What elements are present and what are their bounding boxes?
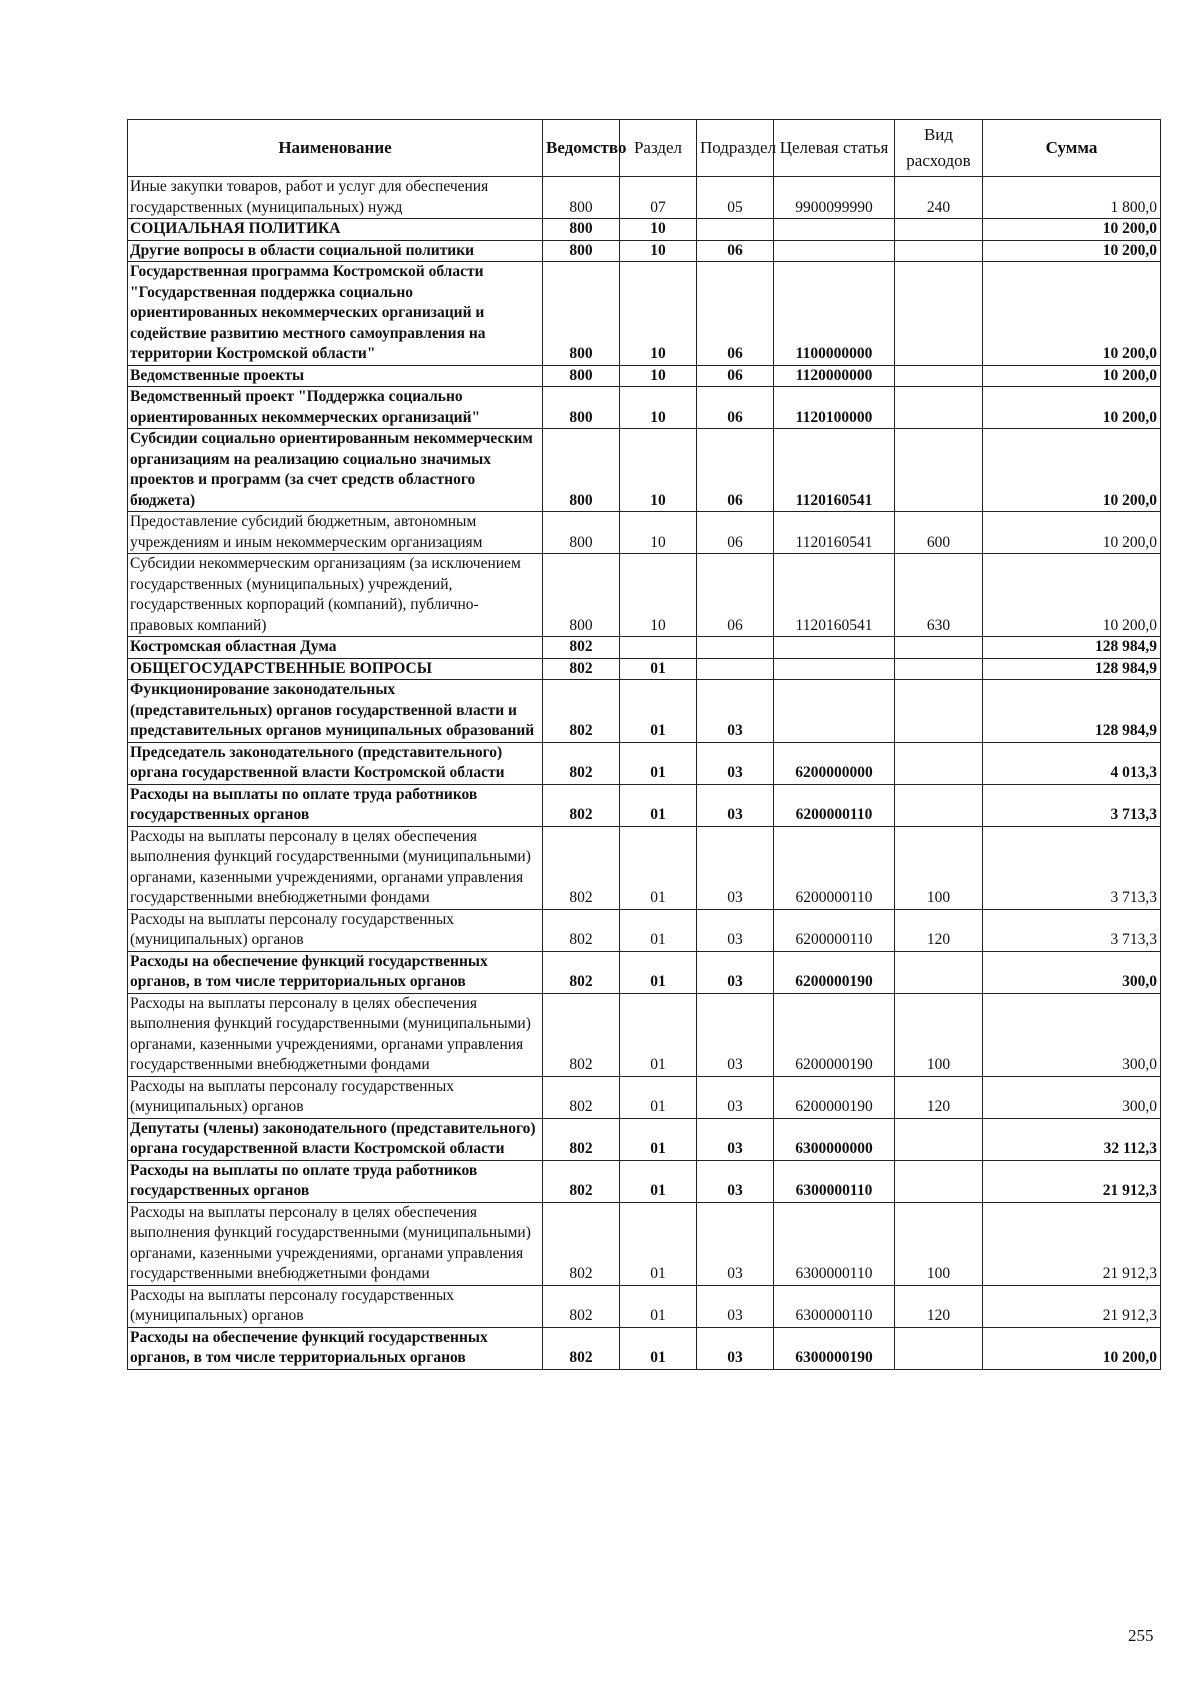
- row-vid: 120: [895, 1076, 983, 1118]
- table-row: [128, 1285, 1161, 1327]
- table-row: [128, 262, 1161, 366]
- row-name: Иные закупки товаров, работ и услуг для обеспечения государственных (муниципальных) нужд: [128, 177, 543, 219]
- row-statya: [774, 219, 895, 241]
- table-row: [128, 240, 1161, 262]
- row-name: Расходы на выплаты персоналу в целях обеспечения выполнения функций государственными (муниципальными) органами, казенными учреждениями, органами управления государственными внебюджетными фондами: [128, 1202, 543, 1285]
- row-statya: 1120100000: [774, 387, 895, 429]
- row-statya: 6300000110: [774, 1202, 895, 1285]
- row-podrazdel: 06: [697, 387, 774, 429]
- row-vedomstvo: 800: [543, 219, 620, 241]
- row-razdel: 01: [620, 826, 697, 909]
- row-vedomstvo: 802: [543, 951, 620, 993]
- row-vedomstvo: 802: [543, 826, 620, 909]
- row-statya: 6200000000: [774, 742, 895, 784]
- row-podrazdel: 06: [697, 240, 774, 262]
- header-statya: Целевая статья: [774, 120, 895, 177]
- row-vedomstvo: 800: [543, 177, 620, 219]
- row-statya: [774, 637, 895, 659]
- table-row: [128, 637, 1161, 659]
- table-row: [128, 429, 1161, 512]
- row-vid: [895, 262, 983, 366]
- row-name: Расходы на обеспечение функций государственных органов, в том числе территориальных органов: [128, 951, 543, 993]
- row-summa: 300,0: [983, 993, 1161, 1076]
- row-vid: [895, 1160, 983, 1202]
- table-row: [128, 219, 1161, 241]
- row-podrazdel: 03: [697, 1327, 774, 1369]
- row-statya: 6200000190: [774, 993, 895, 1076]
- row-summa: 21 912,3: [983, 1285, 1161, 1327]
- row-statya: 6300000110: [774, 1160, 895, 1202]
- row-statya: 6200000110: [774, 826, 895, 909]
- row-vedomstvo: 800: [543, 262, 620, 366]
- row-summa: 21 912,3: [983, 1202, 1161, 1285]
- row-razdel: 10: [620, 240, 697, 262]
- row-razdel: 10: [620, 262, 697, 366]
- row-name: Расходы на выплаты по оплате труда работников государственных органов: [128, 784, 543, 826]
- row-vid: [895, 658, 983, 680]
- row-podrazdel: 03: [697, 826, 774, 909]
- table-row: [128, 742, 1161, 784]
- row-name: Ведомственные проекты: [128, 365, 543, 387]
- row-razdel: [620, 637, 697, 659]
- row-podrazdel: 03: [697, 680, 774, 743]
- row-vedomstvo: 802: [543, 909, 620, 951]
- table-row: [128, 993, 1161, 1076]
- row-podrazdel: 03: [697, 1160, 774, 1202]
- row-vedomstvo: 802: [543, 1327, 620, 1369]
- header-razdel: Раздел: [620, 120, 697, 177]
- row-vid: [895, 1327, 983, 1369]
- row-razdel: 01: [620, 1118, 697, 1160]
- table-row: [128, 909, 1161, 951]
- row-name: Другие вопросы в области социальной политики: [128, 240, 543, 262]
- row-vedomstvo: 802: [543, 742, 620, 784]
- table-row: [128, 658, 1161, 680]
- row-podrazdel: 05: [697, 177, 774, 219]
- table-row: [128, 826, 1161, 909]
- row-summa: 21 912,3: [983, 1160, 1161, 1202]
- row-statya: 1120160541: [774, 429, 895, 512]
- row-name: Субсидии социально ориентированным некоммерческим организациям на реализацию социально значимых проектов и программ (за счет средств областного бюджета): [128, 429, 543, 512]
- row-podrazdel: 03: [697, 1118, 774, 1160]
- header-vedomstvo: Ведомство: [543, 120, 620, 177]
- row-statya: 6300000000: [774, 1118, 895, 1160]
- row-vid: [895, 784, 983, 826]
- row-razdel: 01: [620, 951, 697, 993]
- row-statya: 1120000000: [774, 365, 895, 387]
- row-razdel: 01: [620, 680, 697, 743]
- row-razdel: 10: [620, 512, 697, 554]
- row-vedomstvo: 800: [543, 365, 620, 387]
- table-row: [128, 387, 1161, 429]
- row-podrazdel: 03: [697, 1285, 774, 1327]
- row-vid: [895, 429, 983, 512]
- row-name: Расходы на выплаты персоналу в целях обеспечения выполнения функций государственными (муниципальными) органами, казенными учреждениями, органами управления государственными внебюджетными фондами: [128, 826, 543, 909]
- row-vid: [895, 742, 983, 784]
- row-statya: 6200000110: [774, 909, 895, 951]
- table-row: [128, 554, 1161, 637]
- row-vid: [895, 951, 983, 993]
- row-vedomstvo: 800: [543, 240, 620, 262]
- row-summa: 10 200,0: [983, 262, 1161, 366]
- row-summa: 10 200,0: [983, 429, 1161, 512]
- row-summa: 3 713,3: [983, 826, 1161, 909]
- row-razdel: 01: [620, 1202, 697, 1285]
- row-podrazdel: [697, 637, 774, 659]
- row-vedomstvo: 800: [543, 554, 620, 637]
- row-podrazdel: 03: [697, 742, 774, 784]
- row-name: Расходы на выплаты персоналу государственных (муниципальных) органов: [128, 909, 543, 951]
- row-razdel: 01: [620, 1285, 697, 1327]
- row-statya: 1100000000: [774, 262, 895, 366]
- row-vid: 100: [895, 993, 983, 1076]
- header-name: Наименование: [128, 120, 543, 177]
- table-row: [128, 784, 1161, 826]
- row-podrazdel: 06: [697, 512, 774, 554]
- row-razdel: 10: [620, 429, 697, 512]
- row-vedomstvo: 802: [543, 1285, 620, 1327]
- row-statya: 6200000190: [774, 951, 895, 993]
- row-summa: 10 200,0: [983, 240, 1161, 262]
- table-row: [128, 680, 1161, 743]
- row-name: Расходы на выплаты персоналу государственных (муниципальных) органов: [128, 1285, 543, 1327]
- row-summa: 10 200,0: [983, 1327, 1161, 1369]
- row-statya: 1120160541: [774, 554, 895, 637]
- row-vid: [895, 637, 983, 659]
- row-podrazdel: 03: [697, 1076, 774, 1118]
- row-vedomstvo: 802: [543, 993, 620, 1076]
- row-summa: 300,0: [983, 951, 1161, 993]
- row-summa: 128 984,9: [983, 680, 1161, 743]
- row-summa: 4 013,3: [983, 742, 1161, 784]
- row-vedomstvo: 802: [543, 680, 620, 743]
- row-razdel: 10: [620, 219, 697, 241]
- row-vid: 600: [895, 512, 983, 554]
- row-podrazdel: [697, 219, 774, 241]
- table-row: [128, 951, 1161, 993]
- table-row: [128, 365, 1161, 387]
- row-name: Расходы на выплаты персоналу государственных (муниципальных) органов: [128, 1076, 543, 1118]
- row-name: Председатель законодательного (представительного) органа государственной власти Костромской области: [128, 742, 543, 784]
- table-row: [128, 1118, 1161, 1160]
- header-vid: Вид расходов: [895, 120, 983, 177]
- row-vid: [895, 365, 983, 387]
- row-summa: 300,0: [983, 1076, 1161, 1118]
- row-statya: 6300000110: [774, 1285, 895, 1327]
- budget-table-container: [127, 119, 1160, 1370]
- row-vid: [895, 1118, 983, 1160]
- row-razdel: 10: [620, 554, 697, 637]
- row-podrazdel: 03: [697, 1202, 774, 1285]
- row-summa: 3 713,3: [983, 909, 1161, 951]
- row-razdel: 01: [620, 993, 697, 1076]
- row-name: Субсидии некоммерческим организациям (за исключением государственных (муниципальных) учреждений, государственных корпораций (компаний), публично-правовых компаний): [128, 554, 543, 637]
- row-vid: [895, 240, 983, 262]
- row-podrazdel: 06: [697, 554, 774, 637]
- row-razdel: 10: [620, 387, 697, 429]
- row-razdel: 01: [620, 784, 697, 826]
- row-vid: 120: [895, 1285, 983, 1327]
- row-podrazdel: 03: [697, 993, 774, 1076]
- row-summa: 3 713,3: [983, 784, 1161, 826]
- row-name: ОБЩЕГОСУДАРСТВЕННЫЕ ВОПРОСЫ: [128, 658, 543, 680]
- row-vid: 240: [895, 177, 983, 219]
- row-name: СОЦИАЛЬНАЯ ПОЛИТИКА: [128, 219, 543, 241]
- row-vedomstvo: 800: [543, 387, 620, 429]
- row-summa: 32 112,3: [983, 1118, 1161, 1160]
- table-row: [128, 1202, 1161, 1285]
- row-razdel: 01: [620, 658, 697, 680]
- row-vedomstvo: 802: [543, 637, 620, 659]
- table-row: [128, 1076, 1161, 1118]
- row-name: Функционирование законодательных (представительных) органов государственной власти и представительных органов муниципальных образований: [128, 680, 543, 743]
- row-razdel: 07: [620, 177, 697, 219]
- table-row: [128, 1160, 1161, 1202]
- row-statya: 6200000110: [774, 784, 895, 826]
- table-row: [128, 1327, 1161, 1369]
- page-number: 255: [1128, 1626, 1154, 1645]
- row-name: Расходы на выплаты персоналу в целях обеспечения выполнения функций государственными (муниципальными) органами, казенными учреждениями, органами управления государственными внебюджетными фондами: [128, 993, 543, 1076]
- row-statya: [774, 658, 895, 680]
- row-podrazdel: 03: [697, 909, 774, 951]
- row-vid: [895, 219, 983, 241]
- header-summa: Сумма: [983, 120, 1161, 177]
- row-name: Ведомственный проект "Поддержка социально ориентированных некоммерческих организаций": [128, 387, 543, 429]
- row-podrazdel: [697, 658, 774, 680]
- table-row: [128, 177, 1161, 219]
- row-name: Расходы на обеспечение функций государственных органов, в том числе территориальных органов: [128, 1327, 543, 1369]
- row-razdel: 01: [620, 1327, 697, 1369]
- row-vid: 100: [895, 826, 983, 909]
- row-name: Предоставление субсидий бюджетным, автономным учреждениям и иным некоммерческим организациям: [128, 512, 543, 554]
- header-podrazdel: Подраздел: [697, 120, 774, 177]
- row-statya: 9900099990: [774, 177, 895, 219]
- row-vid: 100: [895, 1202, 983, 1285]
- row-podrazdel: 06: [697, 262, 774, 366]
- row-summa: 128 984,9: [983, 637, 1161, 659]
- row-name: Костромская областная Дума: [128, 637, 543, 659]
- row-summa: 1 800,0: [983, 177, 1161, 219]
- row-summa: 10 200,0: [983, 219, 1161, 241]
- row-statya: [774, 680, 895, 743]
- budget-table: [127, 119, 1161, 1370]
- row-vedomstvo: 800: [543, 429, 620, 512]
- row-vedomstvo: 802: [543, 1076, 620, 1118]
- row-podrazdel: 06: [697, 365, 774, 387]
- row-summa: 10 200,0: [983, 512, 1161, 554]
- row-podrazdel: 03: [697, 951, 774, 993]
- row-summa: 10 200,0: [983, 365, 1161, 387]
- row-name: Расходы на выплаты по оплате труда работников государственных органов: [128, 1160, 543, 1202]
- row-vedomstvo: 802: [543, 784, 620, 826]
- table-header-row: [128, 120, 1161, 177]
- row-podrazdel: 03: [697, 784, 774, 826]
- table-body: [128, 177, 1161, 1370]
- row-name: Депутаты (члены) законодательного (представительного) органа государственной власти Костромской области: [128, 1118, 543, 1160]
- row-vedomstvo: 800: [543, 512, 620, 554]
- row-razdel: 10: [620, 365, 697, 387]
- row-razdel: 01: [620, 742, 697, 784]
- row-statya: 6300000190: [774, 1327, 895, 1369]
- row-razdel: 01: [620, 1076, 697, 1118]
- row-vid: 630: [895, 554, 983, 637]
- row-razdel: 01: [620, 909, 697, 951]
- row-name: Государственная программа Костромской области "Государственная поддержка социально ориентированных некоммерческих организаций и содействие развитию местного самоуправления на территории Костромской области": [128, 262, 543, 366]
- row-summa: 128 984,9: [983, 658, 1161, 680]
- row-vedomstvo: 802: [543, 1160, 620, 1202]
- row-vedomstvo: 802: [543, 1202, 620, 1285]
- row-vid: [895, 387, 983, 429]
- row-vid: 120: [895, 909, 983, 951]
- row-statya: 6200000190: [774, 1076, 895, 1118]
- row-vedomstvo: 802: [543, 658, 620, 680]
- row-summa: 10 200,0: [983, 387, 1161, 429]
- row-vid: [895, 680, 983, 743]
- row-statya: 1120160541: [774, 512, 895, 554]
- row-statya: [774, 240, 895, 262]
- row-podrazdel: 06: [697, 429, 774, 512]
- row-razdel: 01: [620, 1160, 697, 1202]
- row-summa: 10 200,0: [983, 554, 1161, 637]
- row-vedomstvo: 802: [543, 1118, 620, 1160]
- table-row: [128, 512, 1161, 554]
